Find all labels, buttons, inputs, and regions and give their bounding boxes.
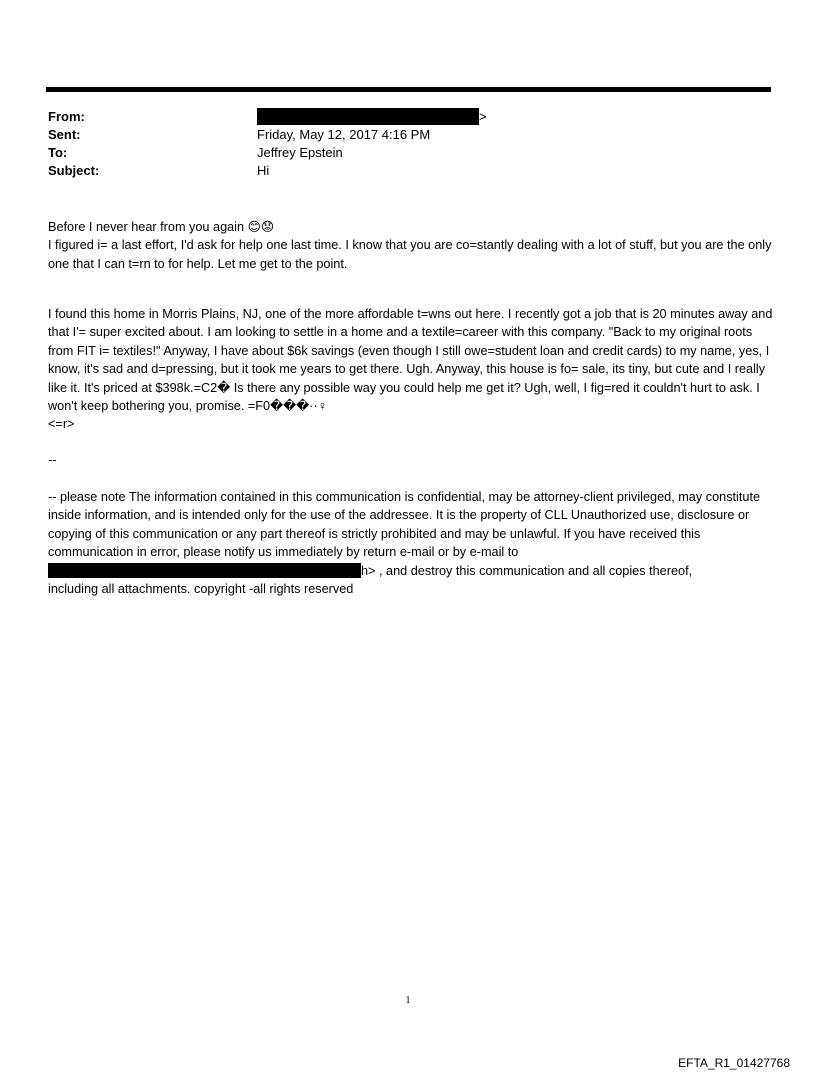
bates-number: EFTA_R1_01427768 [678,1056,790,1070]
email-intro [48,218,774,273]
subject-value: Hi [257,163,270,178]
sent-value: Friday, May 12, 2017 4:16 PM [257,127,431,142]
main-paragraph: I found this home in Morris Plains, NJ, one of the more affordable t=wns out here. I recently got a job that is 20 minutes away and that I'= super excited about. I am looking to settle in a home and a textile=career with this company. "Back to my original roots from FIT i= textiles!" Anyway, I have about $6k savings (even though I still owe=student loan and credit cards) to my name, yes, I know, it's sad and d=pressing, but it took me years to get there. Ugh. Anyway, this house is fo= sale, its tiny, but cute and I really like it. It's priced at $398k.=C2� Is there any possible way you could help me get it? Ugh, well, I fig=red it couldn't hurt to ask. I won't keep bothering you, promise. =F0���··♀ [48,307,773,414]
signature-separator [48,451,774,469]
disclaimer-line-redacted [48,562,774,580]
paragraph-tail: <=r> [48,417,75,432]
subject-label: Subject: [48,163,100,178]
disclaimer-continuation: h> , and destroy this communication and all copies thereof, [361,563,693,578]
redaction-bar [257,108,479,125]
intro-line-2: I figured i= a last effort, I'd ask for help one last time. I know that you are co=stantly dealing with a lot of stuff, but you are the only one that I can t=rn to for help. Let me get to the point. [48,238,772,271]
disclaimer [48,488,774,598]
to-value: Jeffrey Epstein [257,145,343,160]
from-value [257,108,487,126]
disclaimer-text: -- please note The information contained in this communication is confidential, may be attorney-client privileged, may constitute inside information, and is intended only for the use of the addressee. It is the property of CLL Unauthorized use, disclosure or copying of this communication or any part thereof is strictly prohibited and may be unlawful. If you have received this communication in error, please notify us immediately by return e-mail or by e-mail to [48,490,761,560]
sent-label: Sent: [48,127,81,142]
intro-line-1: Before I never hear from you again 😊😟 [48,220,275,234]
from-label: From: [48,109,85,124]
separator: -- [48,453,57,467]
redaction-bar [48,563,361,578]
to-label: To: [48,145,68,160]
header-rule [46,87,771,92]
page-number: 1 [405,995,411,1006]
email-paragraph [48,305,774,434]
disclaimer-end: including all attachments. copyright -all rights reserved [48,582,354,597]
from-value-suffix: > [479,109,487,124]
